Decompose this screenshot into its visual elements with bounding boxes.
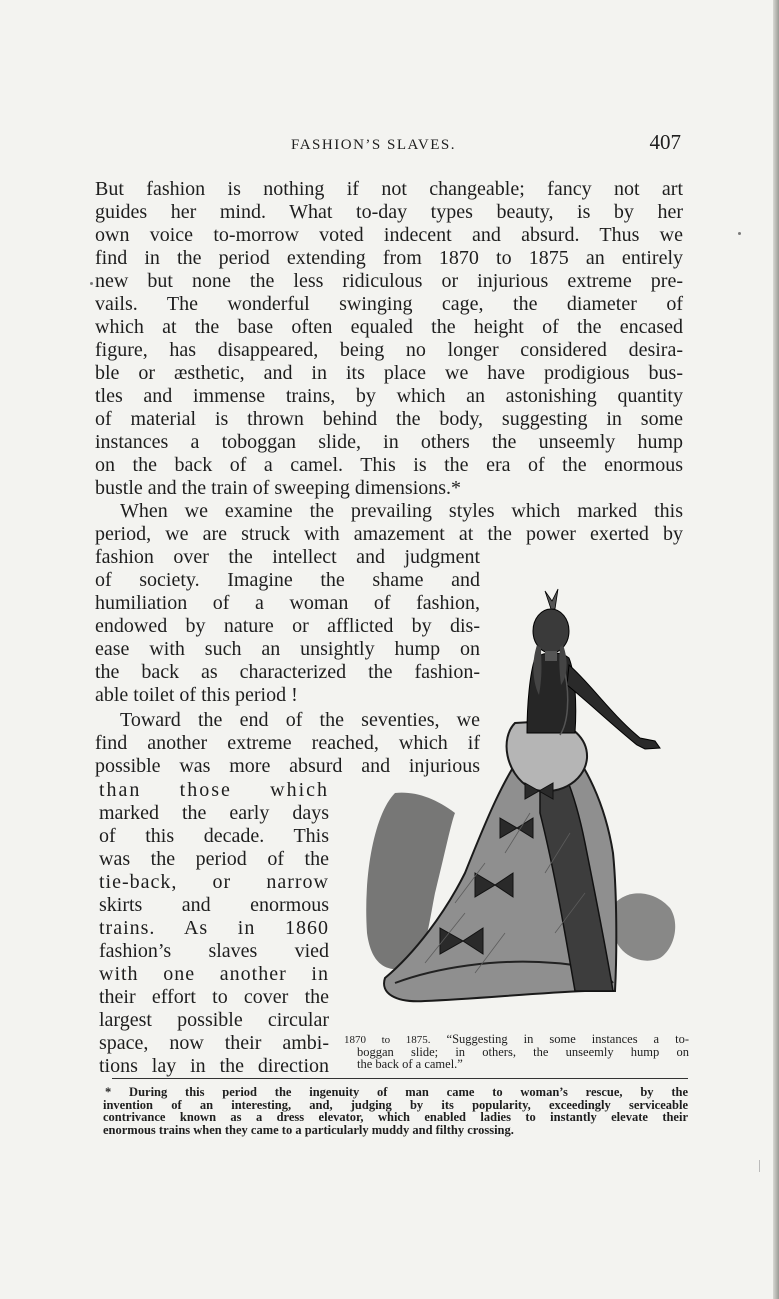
text-line: humiliation of a woman of fashion, — [95, 592, 480, 614]
text-line: Toward the end of the seventies, we — [120, 709, 480, 731]
footnote — [103, 1086, 688, 1136]
paragraph-1 — [95, 178, 683, 500]
page-margin-mark — [759, 1160, 765, 1172]
bustle-dress-illustration — [355, 573, 685, 1033]
text-line: than those which — [99, 779, 329, 801]
text-line: vails. The wonderful swinging cage, the diameter of — [95, 293, 683, 315]
text-line: find in the period extending from 1870 to 1875 an entirely — [95, 247, 683, 269]
text-line: the back as characterized the fashion- — [95, 661, 480, 683]
text-line: own voice to-morrow voted indecent and absurd. Thus we — [95, 224, 683, 246]
text-line: skirts and enormous — [99, 894, 329, 916]
text-line: marked the early days — [99, 802, 329, 824]
text-line: of material is thrown behind the body, suggesting in some — [95, 408, 683, 430]
illustration-caption — [344, 1033, 689, 1070]
paragraph-2-full — [95, 500, 683, 546]
text-line: period, we are struck with amazement at the power exerted by — [95, 523, 683, 545]
running-header — [95, 130, 685, 166]
paper-speck — [90, 282, 93, 285]
text-line: largest possible circular — [99, 1009, 329, 1031]
text-line: new but none the less ridiculous or injurious extreme pre- — [95, 270, 683, 292]
text-line: fashion over the intellect and judgment — [95, 546, 480, 568]
page-edge-shadow — [773, 0, 779, 1299]
text-line: tions lay in the direction — [99, 1055, 329, 1077]
text-line: was the period of the — [99, 848, 329, 870]
text-line: ease with such an unsightly hump on — [95, 638, 480, 660]
text-line: which at the base often equaled the height of the encased — [95, 316, 683, 338]
text-line: with one another in — [99, 963, 329, 985]
running-title: FASHION’S SLAVES. — [291, 137, 456, 153]
hair-ornament — [545, 589, 558, 609]
text-line: tles and immense trains, by which an astonishing quantity — [95, 385, 683, 407]
paper-speck — [738, 232, 741, 235]
text-line: their effort to cover the — [99, 986, 329, 1008]
footnote-line: * During this period the ingenuity of man came to woman’s rescue, by the — [105, 1085, 688, 1099]
text-line: find another extreme reached, which if — [95, 732, 480, 754]
text-line: figure, has disappeared, being no longer considered desira- — [95, 339, 683, 361]
text-line: of society. Imagine the shame and — [95, 569, 480, 591]
background-foliage-right — [615, 893, 675, 960]
text-line: possible was more absurd and injurious — [95, 755, 480, 777]
text-line: ble or æsthetic, and in its place we have prodigious bus- — [95, 362, 683, 384]
caption-line: boggan slide; in others, the unseemly hump on — [357, 1045, 689, 1059]
page-number: 407 — [649, 130, 681, 154]
text-line: of this decade. This — [99, 825, 329, 847]
text-line: instances a toboggan slide, in others the unseemly hump — [95, 431, 683, 453]
footnote-line: contrivance known as a dress elevator, which enabled ladies to instantly elevate their — [103, 1110, 688, 1124]
text-line: But fashion is nothing if not changeable; fancy not art — [95, 178, 683, 200]
collar — [545, 651, 557, 661]
caption-line: the back of a camel.” — [357, 1057, 463, 1071]
text-line: endowed by nature or afflicted by dis- — [95, 615, 480, 637]
text-line: bustle and the train of sweeping dimensions.* — [95, 477, 462, 499]
text-line: space, now their ambi- — [99, 1032, 329, 1054]
caption-date: 1870 to 1875. — [344, 1034, 431, 1046]
footnote-line: invention of an interesting, and, judging by its popularity, exceedingly serviceable — [103, 1097, 688, 1112]
caption-text: “Suggesting in some instances a to- — [446, 1032, 689, 1046]
footnote-line: enormous trains when they came to a particularly muddy and filthy crossing. — [103, 1122, 514, 1137]
footnote-rule — [112, 1078, 688, 1079]
paragraph-3-narrow — [99, 779, 329, 1078]
text-line: tie-back, or narrow — [99, 871, 329, 893]
text-line: fashion’s slaves vied — [99, 940, 329, 962]
text-line: on the back of a camel. This is the era of the enormous — [95, 454, 683, 476]
text-line: guides her mind. What to-day types beauty, is by her — [95, 201, 683, 223]
text-line: When we examine the prevailing styles which marked this — [120, 500, 683, 522]
text-line: able toilet of this period ! — [95, 684, 298, 706]
text-line: trains. As in 1860 — [99, 917, 329, 939]
